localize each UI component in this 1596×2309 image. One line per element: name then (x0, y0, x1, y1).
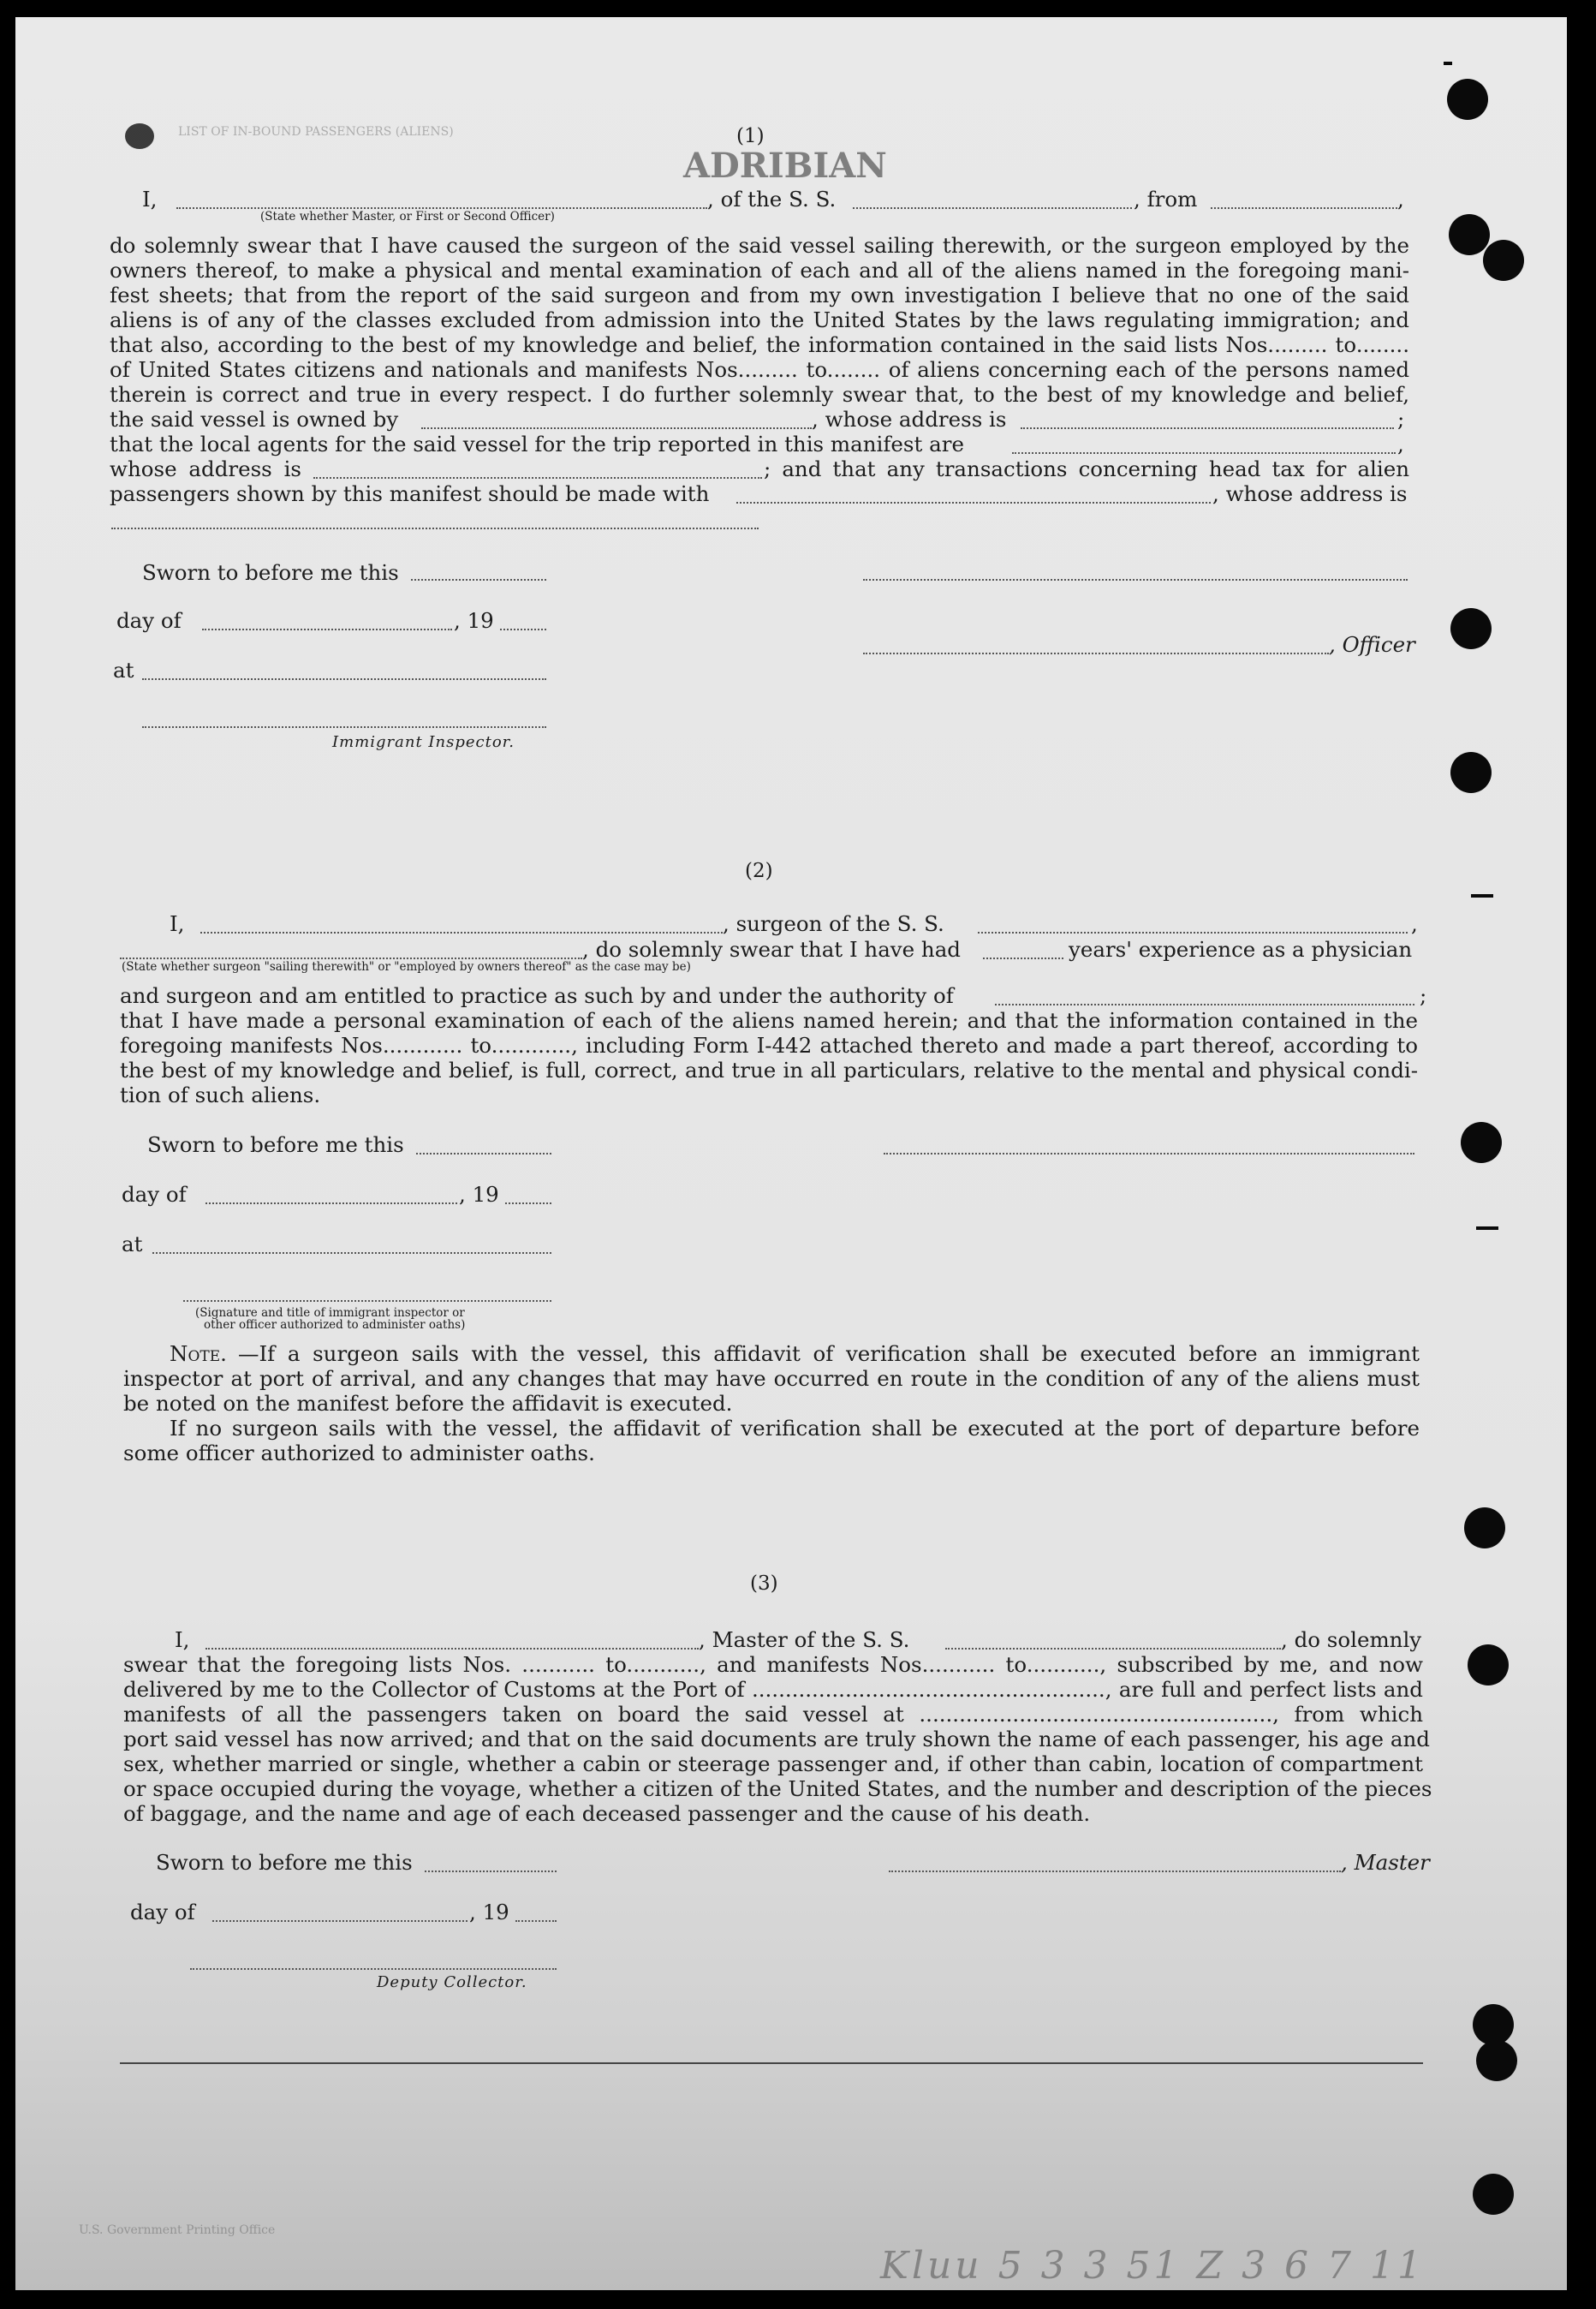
s2-dots (978, 932, 1408, 934)
s1-dots (1211, 207, 1397, 209)
s2-line: that I have made a personal examination of each of the aliens named herein; and that the information contained in the (120, 1008, 1418, 1033)
s1-day-of: day of (116, 608, 182, 633)
s2-day-of: day of (122, 1182, 187, 1207)
punch-hole (1473, 2174, 1514, 2215)
manifest-page (15, 17, 1567, 2290)
s2-note-label: Note. (170, 1341, 227, 1366)
s1-nineteen: , 19 (454, 608, 494, 633)
faded-imprint: U.S. Government Printing Office (79, 2223, 276, 2237)
s3-sworn: Sworn to before me this (156, 1850, 413, 1875)
s2-nineteen: , 19 (459, 1182, 499, 1207)
s1-line: fest sheets; that from the report of the said surgeon and from my own investigation I believe that no one of the said (110, 283, 1409, 307)
s2-dots (505, 1202, 551, 1204)
s1-dots (500, 629, 546, 630)
s1-dots (313, 477, 762, 479)
s2-note2-line-1: If no surgeon sails with the vessel, the affidavit of verification shall be executed at the port of departure before (170, 1416, 1420, 1441)
s1-of-ss: , of the S. S. (707, 187, 837, 212)
s1-line-i: I, (142, 187, 158, 212)
s1-local-agents: that the local agents for the said vessel for the trip reported in this manifest are (110, 432, 964, 456)
s1-line: of United States citizens and nationals and manifests Nos......... to........ of aliens concerning each of the persons named (110, 357, 1409, 382)
s2-comma: , (1411, 911, 1418, 936)
s3-line: or space occupied during the voyage, whether a citizen of the United States, and the number and description of the pieces (123, 1776, 1432, 1801)
s3-line: manifests of all the passengers taken on board the said vessel at ....................................................., from which (123, 1702, 1423, 1727)
s3-dots (945, 1648, 1281, 1650)
s1-dots (421, 427, 812, 429)
s2-authority: and surgeon and am entitled to practice as such by and under the authority of (120, 983, 954, 1008)
punch-hole (1450, 608, 1492, 649)
s2-last-line: tion of such aliens. (120, 1083, 321, 1107)
s1-dots (111, 528, 759, 529)
s3-nineteen: , 19 (469, 1900, 509, 1924)
s1-officer-sign-line (863, 579, 1408, 581)
s2-line-i: I, (170, 911, 185, 936)
s1-line: do solemnly swear that I have caused the surgeon of the said vessel sailing therewith, or the surgeon employed by the (110, 233, 1409, 258)
s2-sig-line (183, 1300, 551, 1302)
punch-hole (1473, 2004, 1514, 2045)
s2-at: at (122, 1232, 143, 1256)
s1-inspector-line (142, 726, 546, 728)
s1-passengers-shown: passengers shown by this manifest should be made with (110, 481, 710, 506)
s1-officer: , Officer (1329, 632, 1415, 657)
s2-dots (152, 1252, 551, 1254)
edge-nick (1476, 1226, 1498, 1230)
s1-dots (1012, 452, 1396, 454)
s3-day-of: day of (130, 1900, 195, 1924)
s1-head-tax: ; and that any transactions concerning head tax for alien (764, 456, 1409, 481)
s1-line: owners thereof, to make a physical and mental examination of each and all of the aliens named in the foregoing mani- (110, 258, 1409, 283)
s1-at: at (113, 658, 134, 683)
s2-swear: , do solemnly swear that I have had (582, 937, 961, 962)
s1-officer-line (863, 653, 1329, 654)
s3-master-sign-line (889, 1870, 1341, 1872)
s2-dots (120, 958, 582, 959)
s1-dots (736, 502, 1211, 504)
s2-note-line-3: be noted on the manifest before the affidavit is executed. (123, 1391, 733, 1416)
s1-dots (142, 678, 546, 680)
punch-hole (1476, 2040, 1517, 2081)
s1-whose-address-3: , whose address is (1212, 481, 1408, 506)
s1-dots (202, 629, 452, 630)
s3-dots (205, 1648, 699, 1650)
s2-line: foregoing manifests Nos............ to............, including Form I-442 attached thereto and made a part thereof, according to (120, 1033, 1418, 1058)
punch-hole (1447, 79, 1488, 120)
s2-note2-line-2: some officer authorized to administer oaths. (123, 1441, 595, 1465)
s3-dots (515, 1920, 557, 1922)
s3-line: swear that the foregoing lists Nos. ........... to..........., and manifests Nos........... to..........., subscribed by me, and now (123, 1652, 1423, 1677)
s1-comma: , (1397, 432, 1404, 456)
s1-dots (853, 207, 1132, 209)
s3-master-of: , Master of the S. S. (699, 1627, 910, 1652)
s2-dots (200, 932, 723, 934)
s1-officer-note: (State whether Master, or First or Second Officer) (260, 210, 555, 224)
s3-line: sex, whether married or single, whether a cabin or steerage passenger and, if other than cabin, location of compartment (123, 1751, 1423, 1776)
s2-note-line: —If a surgeon sails with the vessel, this affidavit of verification shall be executed before an immigrant (238, 1341, 1420, 1366)
s3-deputy-line (190, 1968, 557, 1970)
handwritten-note: Kluu 5 3 3 51 Z 3 6 7 11 (880, 2244, 1426, 2288)
s1-whose-address: , whose address is (812, 407, 1007, 432)
s1-dots (1021, 427, 1394, 429)
s3-line-i: I, (175, 1627, 190, 1652)
s3-do-solemnly: , do solemnly (1281, 1627, 1422, 1652)
punch-hole (1468, 1644, 1509, 1686)
s1-from: , from (1134, 187, 1198, 212)
section-1-number: (1) (736, 125, 765, 147)
bottom-rule (120, 2062, 1423, 2064)
s3-deputy: Deputy Collector. (377, 1973, 527, 1991)
s2-years: years' experience as a physician (1069, 937, 1413, 962)
s1-owned-by: the said vessel is owned by (110, 407, 399, 432)
s3-last-line: of baggage, and the name and age of each deceased passenger and the cause of his death. (123, 1801, 1091, 1826)
s2-semicolon: ; (1420, 983, 1427, 1008)
s2-sig-note-1: (Signature and title of immigrant inspector or (195, 1306, 465, 1320)
s1-whose-address-2: whose address is (110, 456, 301, 481)
s3-dots (212, 1920, 467, 1922)
punch-hole (1464, 1507, 1505, 1548)
ink-smudge (125, 123, 154, 149)
s3-master: , Master (1341, 1850, 1430, 1875)
s2-dots (416, 1153, 551, 1154)
faded-header: LIST OF IN-BOUND PASSENGERS (ALIENS) (178, 125, 454, 139)
stamp-mark: ADRIBIAN (683, 146, 887, 186)
s1-line: aliens is of any of the classes excluded from admission into the United States by the laws regulating immigration; and (110, 307, 1409, 332)
edge-nick (1471, 894, 1493, 898)
s2-dots (995, 1004, 1414, 1005)
s2-dots (205, 1202, 457, 1204)
s2-dots (983, 958, 1063, 959)
s1-line: that also, according to the best of my knowledge and belief, the information contained in the said lists Nos......... to........ (110, 332, 1409, 357)
s2-surgeon-note: (State whether surgeon "sailing therewith" or "employed by owners thereof" as the case may be) (122, 960, 691, 974)
punch-hole (1461, 1122, 1502, 1163)
s1-dots (176, 207, 707, 209)
s3-line: delivered by me to the Collector of Customs at the Port of ....................................................., are full and perfect lists and (123, 1677, 1423, 1702)
s2-line: the best of my knowledge and belief, is full, correct, and true in all particulars, relative to the mental and physical condi- (120, 1058, 1418, 1083)
edge-nick (1444, 62, 1452, 65)
section-3-number: (3) (750, 1572, 778, 1595)
s3-line: port said vessel has now arrived; and that on the said documents are truly shown the name of each passenger, his age and (123, 1727, 1430, 1751)
s1-semicolon: ; (1397, 407, 1405, 432)
s2-sig-note-2: other officer authorized to administer oaths) (204, 1318, 466, 1332)
s1-sworn: Sworn to before me this (142, 560, 399, 585)
section-2-number: (2) (745, 860, 773, 882)
s1-dots (411, 579, 546, 581)
s2-note-line: inspector at port of arrival, and any changes that may have occurred en route in the condition of any of the aliens must (123, 1366, 1420, 1391)
s2-sign-line (884, 1153, 1414, 1154)
s2-surgeon-of: , surgeon of the S. S. (723, 911, 944, 936)
punch-hole (1483, 240, 1524, 281)
s3-dots (425, 1870, 557, 1872)
punch-hole (1450, 752, 1492, 793)
s1-end: , (1397, 187, 1404, 212)
s2-sworn: Sworn to before me this (147, 1132, 404, 1157)
s1-line: therein is correct and true in every respect. I do further solemnly swear that, to the best of my knowledge and belief, (110, 382, 1409, 407)
punch-hole (1449, 214, 1490, 255)
s1-inspector: Immigrant Inspector. (332, 733, 515, 751)
